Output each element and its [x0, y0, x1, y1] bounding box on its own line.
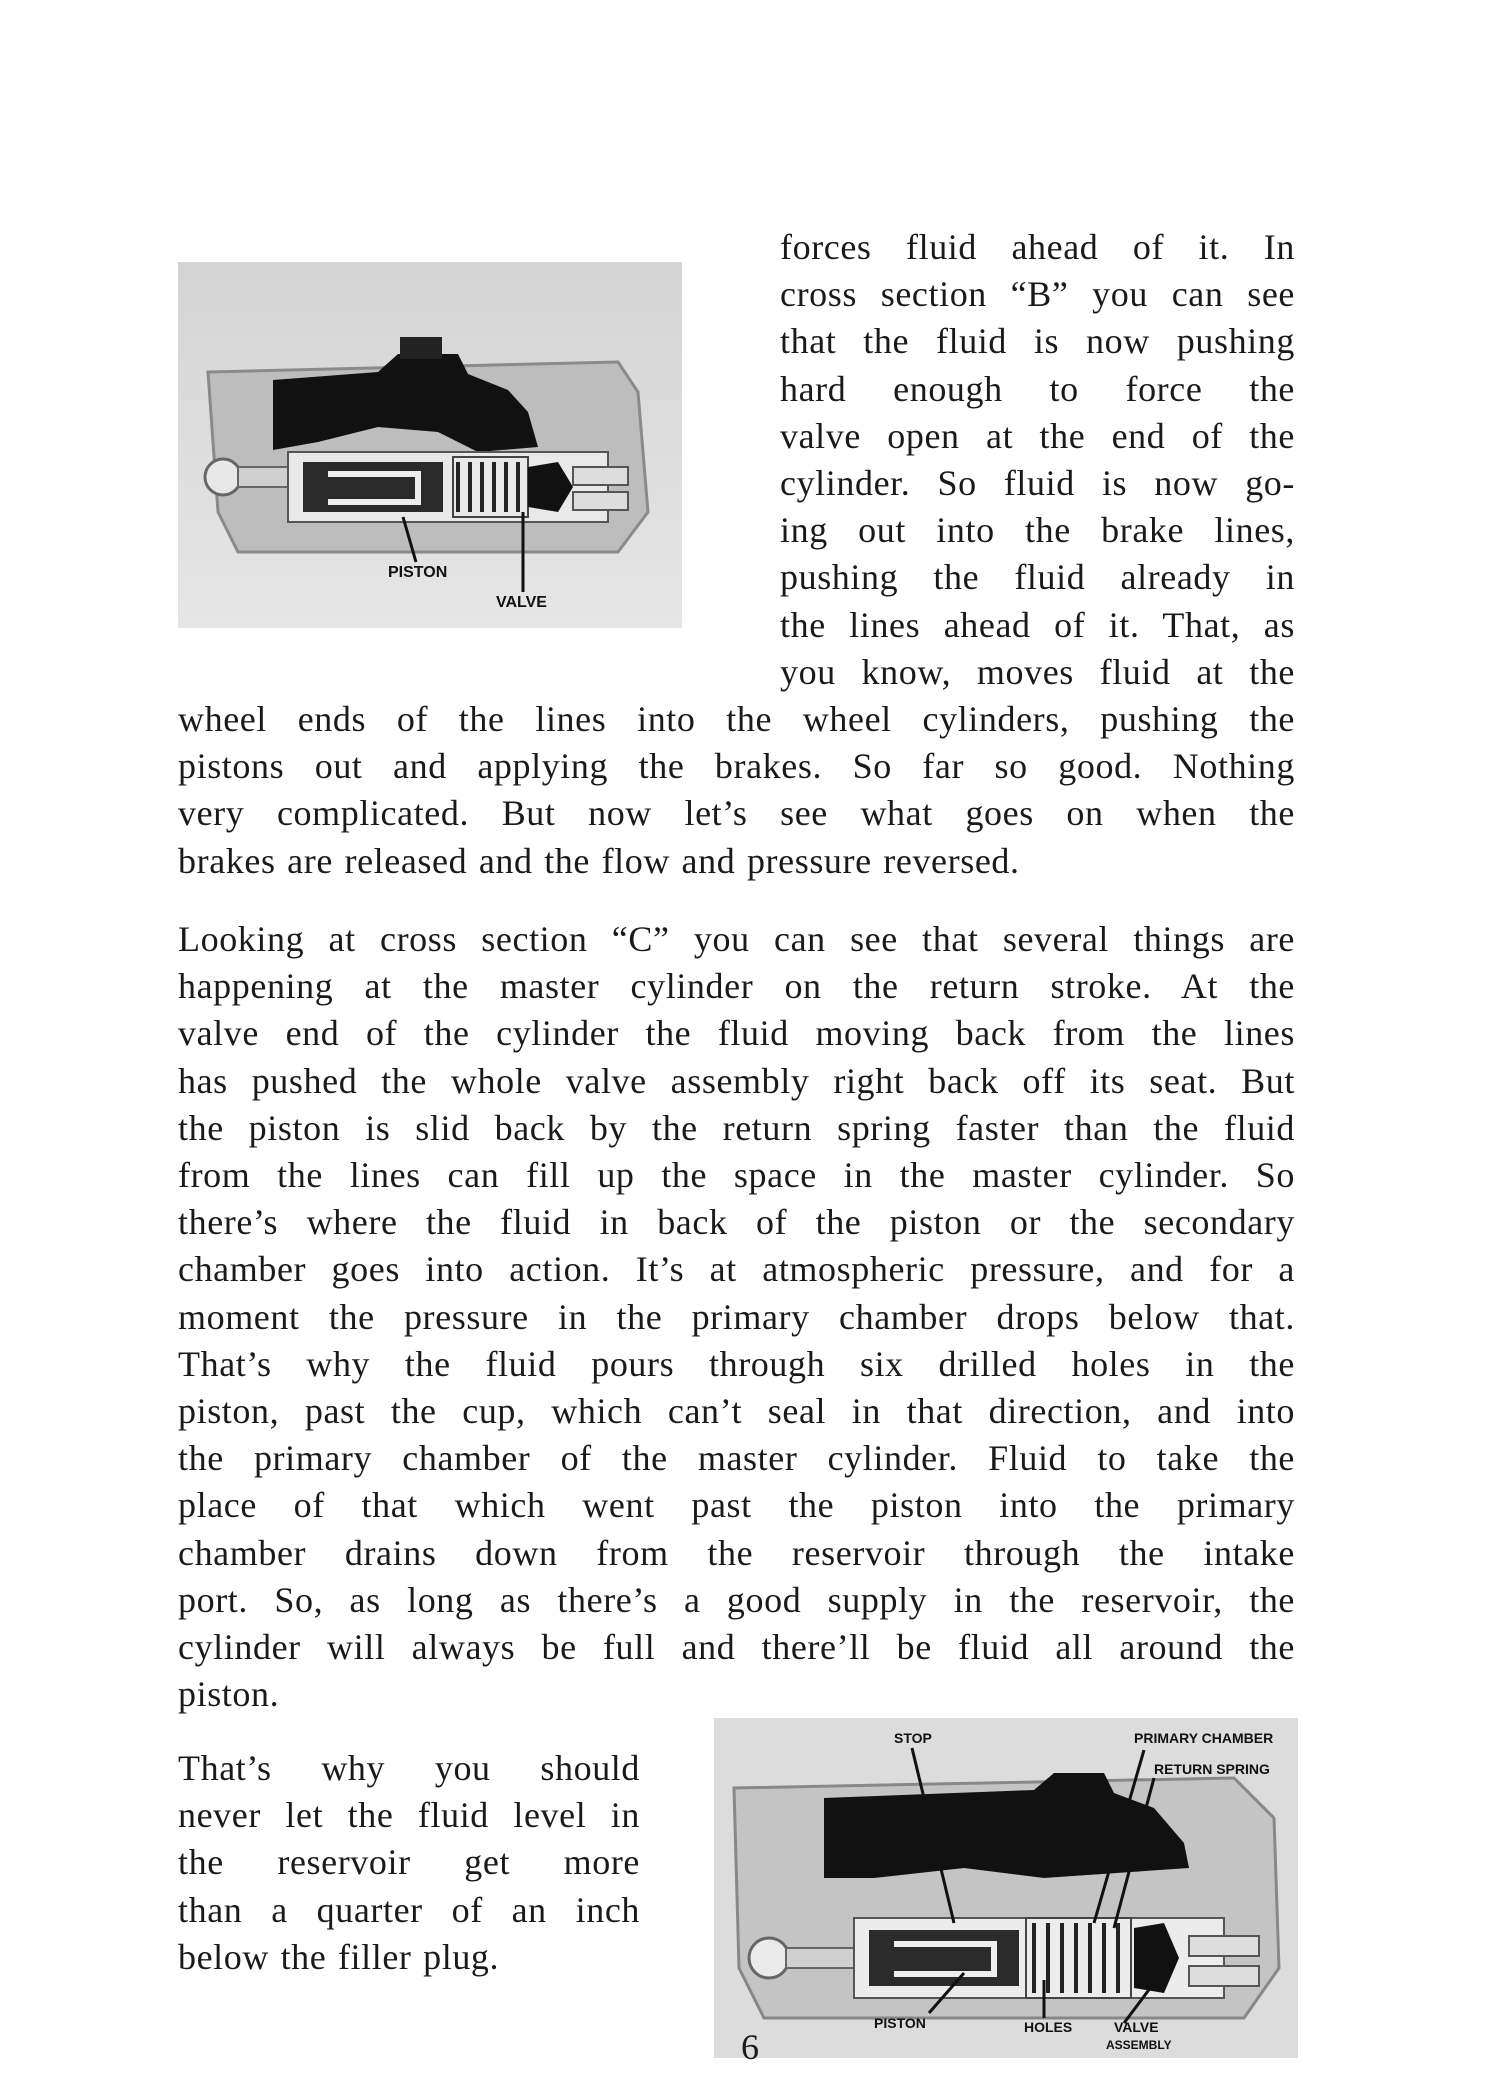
piston-label: PISTON — [388, 564, 448, 581]
piston-label: PISTON — [874, 2015, 926, 2031]
text-line: moment the pressure in the primary chamber drops below that. — [178, 1296, 1295, 1337]
text-line: That’s why the fluid pours through six drilled holes in the — [178, 1343, 1295, 1384]
stop-label: STOP — [894, 1730, 932, 1746]
page-number: 6 — [741, 2027, 759, 2067]
text-line: valve open at the end of the — [780, 415, 1295, 456]
text-line: valve end of the cylinder the fluid moving back from the lines — [178, 1013, 1295, 1054]
text-line: ing out into the brake lines, — [780, 510, 1295, 551]
text-line: forces fluid ahead of it. In — [780, 227, 1295, 267]
cross-section-c-figure — [714, 1718, 1298, 2058]
return-spring-label: RETURN SPRING — [1154, 1761, 1270, 1777]
text-line: you know, moves fluid at the — [780, 651, 1295, 692]
paragraph-beside-figure — [780, 224, 1295, 696]
text-line: happening at the master cylinder on the return stroke. At the — [178, 966, 1295, 1007]
cross-section-b-illustration — [178, 262, 682, 628]
primary-chamber-label: PRIMARY CHAMBER — [1134, 1730, 1274, 1746]
text-line: the reservoir get more — [178, 1842, 640, 1883]
valve-label: VALVE — [1114, 2019, 1159, 2035]
paragraph-continuation — [178, 696, 1295, 885]
text-line: pushing the fluid already in — [780, 557, 1295, 598]
holes-label: HOLES — [1024, 2019, 1073, 2035]
cross-section-b-figure — [178, 262, 682, 628]
assembly-label: ASSEMBLY — [1106, 2038, 1172, 2052]
text-line: the piston is slid back by the return spring faster than the fluid — [178, 1107, 1295, 1148]
text-line: pistons out and applying the brakes. So far so good. Nothing — [178, 746, 1295, 787]
text-line: that the fluid is now pushing — [780, 321, 1295, 362]
text-line: cylinder. So fluid is now go- — [780, 463, 1295, 504]
text-line: below the filler plug. — [178, 1936, 500, 1977]
text-line: brakes are released and the flow and pressure reversed. — [178, 840, 1020, 881]
text-line: the primary chamber of the master cylinder. Fluid to take the — [178, 1438, 1295, 1479]
text-line: piston. — [178, 1674, 280, 1715]
text-line: very complicated. But now let’s see what goes on when the — [178, 793, 1295, 834]
text-line: hard enough to force the — [780, 368, 1295, 409]
text-line: there’s where the fluid in back of the piston or the secondary — [178, 1202, 1295, 1243]
text-line: cylinder will always be full and there’ll be fluid all around the — [178, 1627, 1295, 1668]
text-line: has pushed the whole valve assembly right back off its seat. But — [178, 1060, 1295, 1101]
text-line: Looking at cross section “C” you can see that several things are — [178, 919, 1295, 959]
valve-label: VALVE — [496, 594, 547, 611]
text-line: chamber drains down from the reservoir through the intake — [178, 1532, 1295, 1573]
paragraph-filler-plug — [178, 1745, 640, 1981]
text-line: from the lines can fill up the space in the master cylinder. So — [178, 1155, 1295, 1196]
text-line: than a quarter of an inch — [178, 1889, 640, 1930]
text-line: piston, past the cup, which can’t seal in that direction, and into — [178, 1391, 1295, 1432]
text-line: port. So, as long as there’s a good supply in the reservoir, the — [178, 1579, 1295, 1620]
text-line: chamber goes into action. It’s at atmospheric pressure, and for a — [178, 1249, 1295, 1290]
cross-section-c-illustration — [714, 1718, 1298, 2058]
text-line: cross section “B” you can see — [780, 274, 1295, 315]
paragraph-cross-section-c — [178, 916, 1295, 1718]
text-line: That’s why you should — [178, 1748, 640, 1788]
text-line: never let the fluid level in — [178, 1795, 640, 1836]
text-line: wheel ends of the lines into the wheel cylinders, pushing the — [178, 699, 1295, 739]
text-line: the lines ahead of it. That, as — [780, 604, 1295, 645]
text-line: place of that which went past the piston into the primary — [178, 1485, 1295, 1526]
